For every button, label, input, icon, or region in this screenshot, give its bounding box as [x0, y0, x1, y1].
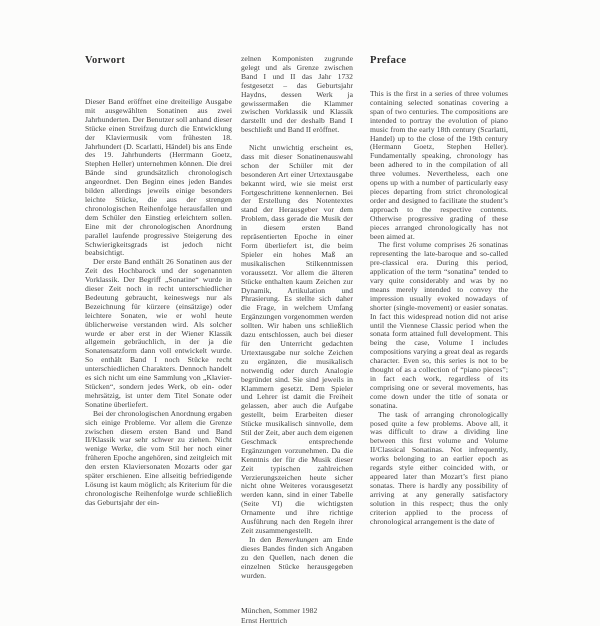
- signoff: [241, 606, 353, 625]
- preface-paragraph-1: This is the first in a series of three volumes containing selected sonatinas covering a span of two centuries. The compositions are intended to portray the evolution of piano music from the early 18th century (Scarlatti, Handel) up to the close of the 19th century (Hermann Goetz, Stephen Heller). Fundamentally speaking, chronology has been adhered to in the compilation of all three volumes. Nevertheless, each one opens up with a number of particularly easy pieces departing from strict chronological order and designed to facilitate the student’s approach to the respective contents. Otherwise progressive grading of these pieces arranged chronologically has not been aimed at.: [370, 89, 508, 241]
- vorwort-paragraph-2: Der erste Band enthält 26 Sonatinen aus der Zeit des Hochbarock und der sogenannten Vorklassik. Der Begriff „Sonatine“ wurde in dieser Zeit noch in recht unterschiedlicher Bedeutung gebraucht, keineswegs nur als Bezeichnung für kürzere (einsätzige) oder leichtere Sonaten, wie er wohl heute üblicherweise verstanden wird. Als solcher wurde er aber erst in der Wiener Klassik allgemein gebräuchlich, in der ja die Sonatensatzform dann voll entwickelt wurde. So enthält Band I noch Stücke recht unterschiedlichen Charakters. Dennoch handelt es sich nicht um eine Sammlung von „Klavier-Stücken“, sondern jedes Werk, ob ein- oder mehrsätzig, ist unter dem Titel Sonate oder Sonatine überliefert.: [85, 257, 232, 409]
- vorwort-paragraph-5-text: In den: [249, 534, 277, 544]
- preface-paragraph-2: The first volume comprises 26 sonatinas representing the late-baroque and so-called pre-classical era. During this period, application of the term “sonatina” tended to vary quite considerably and was by no means merely intended to convey the impression usually evoked nowadays of shorter (single-movement) or easier sonatas. In fact this widespread notion did not arise until the Viennese Classic period when the sonata form attained full development. This being the case, Volume I includes compositions varying a great deal as regards character. Even so, this series is not to be thought of as a collection of “piano pieces”; in fact each work, regardless of its comprising one or several movements, has come down under the title of sonata or sonatina.: [370, 240, 508, 410]
- preface-paragraph-3: The task of arranging chronologically posed quite a few problems. Above all, it was difficult to draw a dividing line between this first volume and Volume II/Classical Sonatinas. Not infrequently, works belonging to an earlier epoch as regards style either coincided with, or appeared later than Mozart’s first piano sonatas. There is hardly any possibility of arriving at any generally satisfactory solution in this respect; thus the only criterion applied to the process of chronological arrangement is the date of: [370, 409, 508, 526]
- vorwort-paragraph-1: Dieser Band eröffnet eine dreiteilige Ausgabe mit ausgewählten Sonatinen aus zwei Jahrhunderten. Der Benutzer soll anhand dieser Stücke einen Streifzug durch die Entwicklung der Klaviermusik vom frühesten 18. Jahrhundert (D. Scarlatti, Händel) bis ans Ende des 19. Jahrhunderts (Herrmann Goetz, Stephen Heller) unternehmen können. Die drei Bände sind grundsätzlich chronologisch angeordnet. Den Beginn eines jeden Bandes bilden allerdings jeweils einige besonders leichte Stücke, die aus der strengen chronologischen Reihenfolge herausfallen und dem Schüler den Einstieg erleichtern sollen. Eine mit der chronologischen Anordnung parallel laufende progressive Steigerung des Schwierigkeitsgrads ist jedoch nicht beabsichtigt.: [85, 97, 232, 258]
- preface-heading: Preface: [370, 55, 407, 66]
- bemerkungen-reference: Bemerkungen: [276, 534, 319, 544]
- vorwort-paragraph-5-text-end: am Ende dieses Bandes finden sich Angaben zu den Quellen, nach denen die einzelnen Stücke herausgegeben wurden.: [241, 534, 354, 580]
- vorwort-paragraph-3-continued: zelnen Komponisten zugrunde gelegt und als Grenze zwischen Band I und II das Jahr 1732 festgesetzt – das Geburtsjahr Haydns, dessen Werk ja gewissermaßen die Klammer zwischen Vorklassik und Klassik darstellt und der deshalb Band I beschließt und Band II eröffnet.: [241, 54, 353, 135]
- vorwort-column: [85, 55, 232, 508]
- vorwort-continuation-column: [241, 55, 353, 626]
- vorwort-paragraph-3: Bei der chronologischen Anordnung ergaben sich einige Probleme. Vor allem die Grenze zwischen diesem ersten Band und Band II/Klassik war sehr schwer zu ziehen. Nicht wenige Werke, die vom Stil her noch einer früheren Epoche angehören, sind zeitgleich mit den ersten Klaviersonaten Mozarts oder gar später erschienen. Eine allseitig befriedigende Lösung ist kaum möglich; als Kriterium für die chronologische Reihenfolge wurde schließlich das Geburtsjahr der ein-: [85, 408, 232, 507]
- signoff-place-date: München, Sommer 1982: [241, 606, 318, 616]
- vorwort-paragraph-5: [241, 536, 353, 581]
- vorwort-paragraph-4: Nicht unwichtig erscheint es, dass mit dieser Sonatinenauswahl schon der Schüler mit der besonderen Art einer Urtextausgabe bekannt wird, wie sie meist erst Fortgeschrittene kennenlernen. Bei der Erstellung des Notentextes stand der Herausgeber vor dem Problem, dass gerade die Musik der in diesem ersten Band repräsentierten Epoche in einer Form überliefert ist, die beim Spieler ein hohes Maß an musikalischen Stilkenntnissen voraussetzt. Vor allem die älteren Stücke enthalten kaum Zeichen zur Dynamik, Artikulation und Phrasierung. Es stellte sich daher die Frage, in welchem Umfang Ergänzungen vorgenommen werden sollten. Wir haben uns schließlich dazu entschlossen, auch bei dieser für den Unterricht gedachten Urtextausgabe nur solche Zeichen zu ergänzen, die musikalisch notwendig oder durch Analogie begründet sind. Sie sind jeweils in Klammern gesetzt. Dem Spieler und Lehrer ist damit die Freiheit gelassen, aber auch die Aufgabe gestellt, beim Erarbeiten dieser Stücke musikalisch sinnvolle, dem Stil der Zeit, aber auch dem eigenen Geschmack entsprechende Ergänzungen vorzunehmen. Da die Kenntnis der für die Musik dieser Zeit typischen zahlreichen Verzierungszeichen heute sicher nicht ohne Weiteres vorausgesetzt werden kann, sind in einer Tabelle (Seite VI) die wichtigsten Ornamente und ihre richtige Ausführung nach den Regeln ihrer Zeit zusammengestellt.: [241, 143, 353, 536]
- preface-column: [370, 55, 508, 526]
- signoff-author: Ernst Herttrich: [241, 616, 288, 626]
- vorwort-heading: Vorwort: [85, 55, 126, 66]
